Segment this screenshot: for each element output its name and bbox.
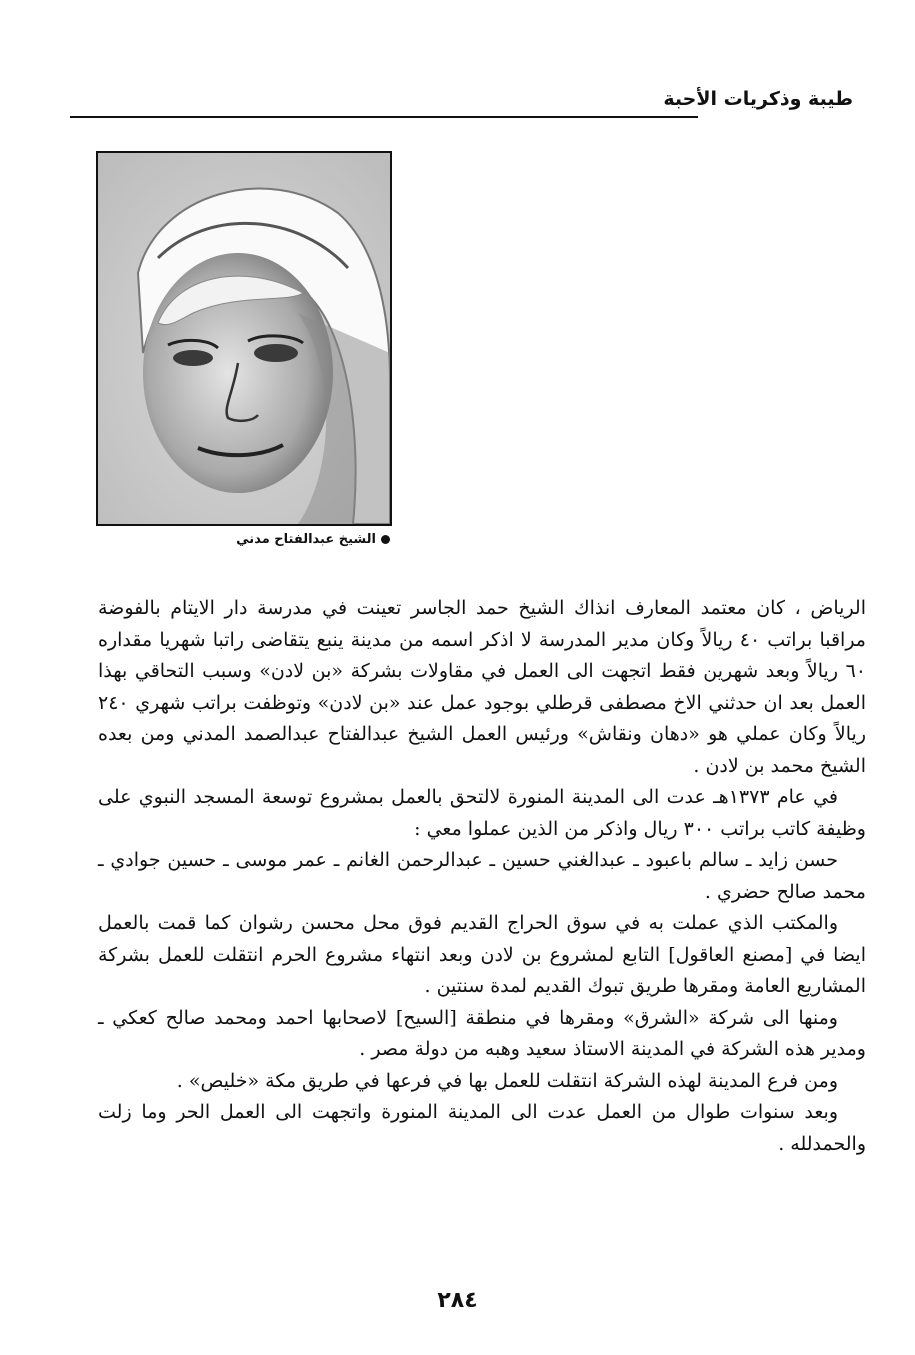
- paragraph-6: ومن فرع المدينة لهذه الشركة انتقلت للعمل بها في فرعها في طريق مكة «خليص» .: [176, 1069, 838, 1092]
- caption-text: الشيخ عبدالفتاح مدني: [236, 532, 376, 547]
- paragraph-3: حسن زايد ـ سالم باعبود ـ عبدالغني حسين ـ عبدالرحمن الغانم ـ عمر موسى ـ حسين جوادي ـ محمد صالح حضري .: [98, 849, 866, 903]
- header-rule: [70, 116, 698, 118]
- paragraph-5: ومنها الى شركة «الشرق» ومقرها في منطقة [السيح] لاصحابها احمد ومحمد صالح كعكي ـ ومدير هذه الشركة في المدينة الاستاذ سعيد وهبه من دولة مصر .: [98, 1006, 866, 1060]
- running-header: [70, 88, 853, 124]
- paragraph-4: والمكتب الذي عملت به في سوق الحراج القديم فوق محل محسن رشوان كما قمت بالعمل ايضا في [مصنع العاقول] التابع لمشروع بن لادن وبعد انتهاء مشروع الحرم انتقلت للعمل بشركة المشاريع العامة ومقرها طريق تبوك القديم لمدة سنتين .: [98, 912, 866, 997]
- portrait-illustration: [98, 153, 390, 524]
- paragraph-2: في عام ١٣٧٣هـ عدت الى المدينة المنورة لالتحق بالعمل بمشروع توسعة المسجد النبوي على وظيفة كاتب براتب ٣٠٠ ريال واذكر من الذين عملوا معي :: [98, 786, 866, 840]
- paragraph-7: وبعد سنوات طوال من العمل عدت الى المدينة المنورة واتجهت الى العمل الحر وما زلت والحمدلله .: [98, 1101, 866, 1155]
- paragraph-1: الرياض ، كان معتمد المعارف انذاك الشيخ حمد الجاسر تعينت في مدرسة دار الايتام بالفوضة مراقبا براتب ٤٠ ريالاً وكان مدير المدرسة لا اذكر اسمه من مدينة ينبع يتقاضى راتبا شهريا مقداره ٦٠ ريالاً وبعد شهرين فقط اتجهت الى العمل في مقاولات بشركة «بن لادن» وسبب التحاقي بهذا العمل بعد ان حدثني الاخ مصطفى قرطلي بوجود عمل عند «بن لادن» وتوظفت براتب شهري ٢٤٠ ريالاً وكان عملي هو «دهان ونقاش» ورئيس العمل الشيخ عبدالفتاح عبدالصمد المدني ومن بعده الشيخ محمد بن لادن .: [98, 597, 866, 777]
- running-title: طيبة وذكريات الأحبة: [663, 88, 853, 110]
- body-text: [98, 593, 866, 1160]
- portrait-photo: [96, 151, 392, 526]
- bullet-icon: [381, 535, 390, 544]
- photo-caption: [200, 532, 390, 547]
- page-number: ٢٨٤: [437, 1288, 478, 1313]
